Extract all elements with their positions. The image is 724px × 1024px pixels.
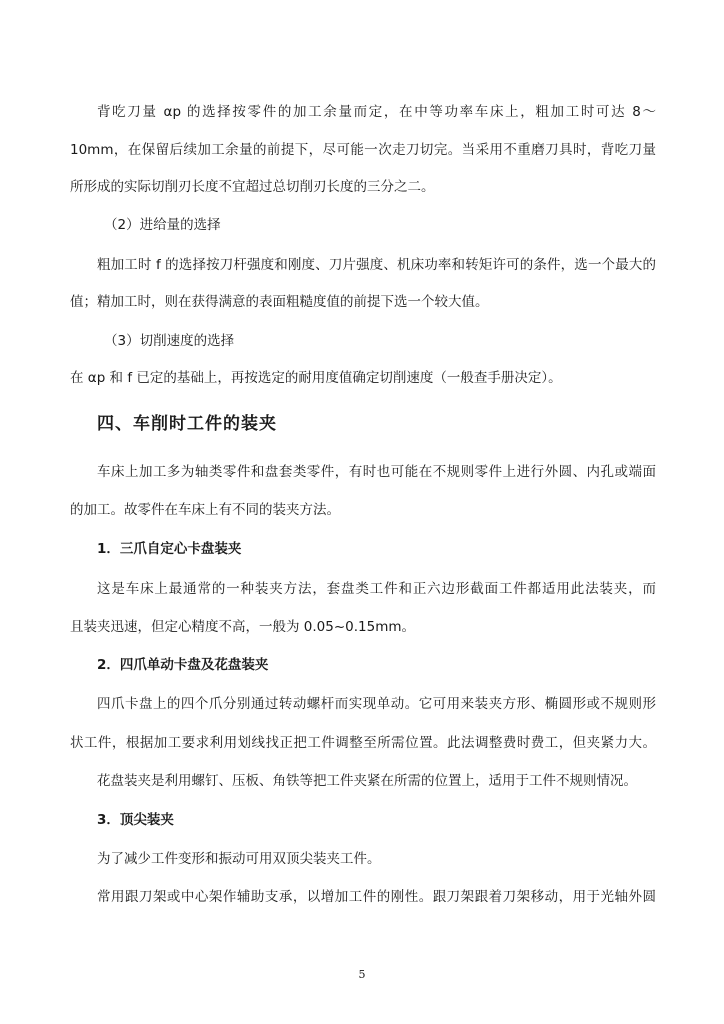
paragraph-line: 为了减少工件变形和振动可用双顶尖装夹工件。 bbox=[97, 851, 381, 867]
paragraph-line: 所形成的实际切削刃长度不宜超过总切削刃长度的三分之二。 bbox=[70, 179, 435, 195]
paragraph-line: 的加工。故零件在车床上有不同的装夹方法。 bbox=[70, 502, 340, 518]
paragraph-line: 值；精加工时，则在获得满意的表面粗糙度值的前提下选一个较大值。 bbox=[70, 294, 489, 310]
paragraph-line: 车床上加工多为轴类零件和盘套类零件，有时也可能在不规则零件上进行外圆、内孔或端面 bbox=[97, 464, 656, 480]
paragraph-line: 常用跟刀架或中心架作辅助支承，以增加工件的刚性。跟刀架跟着刀架移动，用于光轴外圆 bbox=[97, 889, 656, 905]
subheading-three-jaw-chuck: 1．三爪自定心卡盘装夹 bbox=[97, 541, 242, 557]
subheading-four-jaw-chuck: 2．四爪单动卡盘及花盘装夹 bbox=[97, 657, 269, 673]
subsection-heading: （3）切削速度的选择 bbox=[104, 333, 235, 349]
paragraph-line: 花盘装夹是利用螺钉、压板、角铁等把工件夹紧在所需的位置上，适用于工件不规则情况。 bbox=[97, 773, 637, 789]
paragraph-line: 10mm，在保留后续加工余量的前提下，尽可能一次走刀切完。当采用不重磨刀具时，背吃刀量 bbox=[70, 142, 656, 158]
page-number: 5 bbox=[358, 968, 366, 981]
paragraph-line: 这是车床上最通常的一种装夹方法，套盘类工件和正六边形截面工件都适用此法装夹，而 bbox=[97, 581, 656, 597]
paragraph-line: 背吃刀量 αp 的选择按零件的加工余量而定，在中等功率车床上，粗加工时可达 8～ bbox=[97, 104, 656, 120]
paragraph-line: 在 αp 和 f 已定的基础上，再按选定的耐用度值确定切削速度（一般查手册决定）。 bbox=[70, 370, 562, 386]
paragraph-line: 粗加工时 f 的选择按刀杆强度和刚度、刀片强度、机床功率和转矩许可的条件，选一个最大的 bbox=[97, 257, 656, 273]
subheading-center-clamping: 3．顶尖装夹 bbox=[97, 812, 174, 828]
paragraph-line: 四爪卡盘上的四个爪分别通过转动螺杆而实现单动。它可用来装夹方形、椭圆形或不规则形 bbox=[97, 696, 656, 712]
paragraph-line: 且装夹迅速，但定心精度不高，一般为 0.05~0.15mm。 bbox=[70, 619, 416, 635]
section-heading: 四、车削时工件的装夹 bbox=[97, 414, 277, 434]
subsection-heading: （2）进给量的选择 bbox=[104, 217, 221, 233]
paragraph-line: 状工件，根据加工要求利用划线找正把工件调整至所需位置。此法调整费时费工，但夹紧力大。 bbox=[70, 735, 656, 751]
